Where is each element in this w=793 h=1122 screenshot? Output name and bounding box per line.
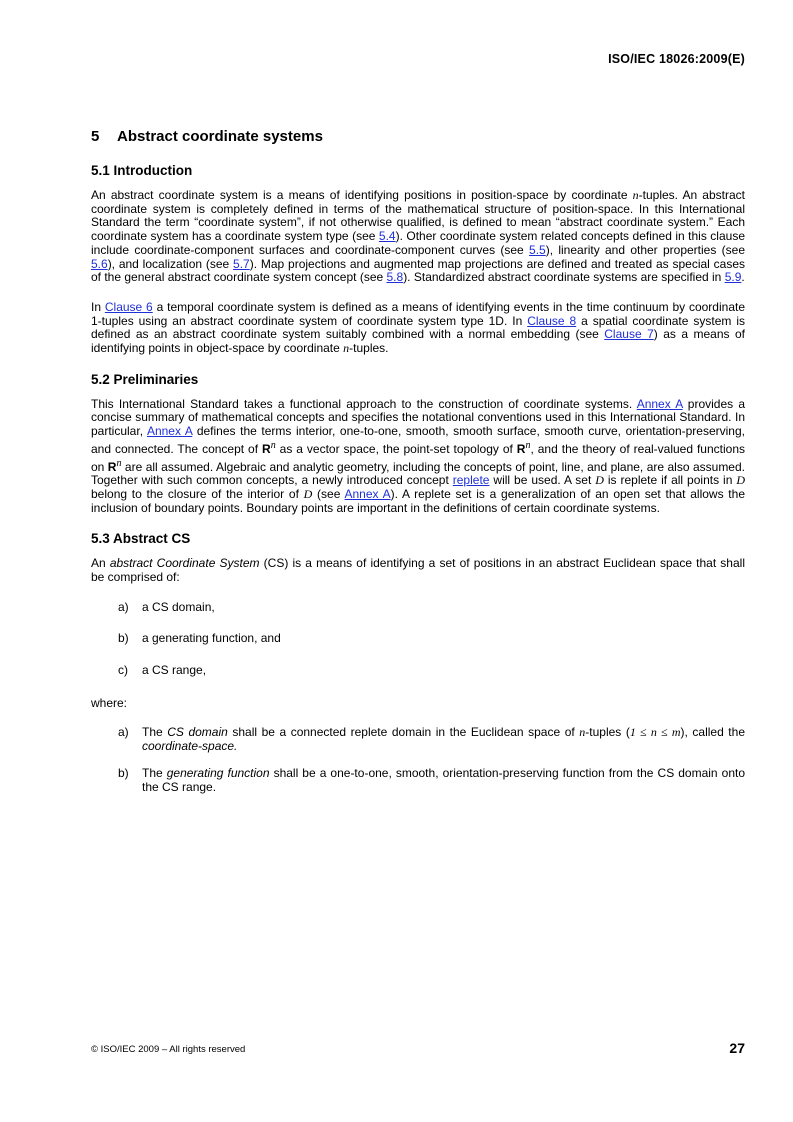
link-annex-a[interactable]: Annex A [146,424,193,439]
section-heading [91,128,745,145]
link-clause-7[interactable]: Clause 7 [604,327,654,342]
list-item: b) a generating function, and [118,631,281,646]
link-5-4[interactable]: 5.4 [378,229,396,244]
page-number: 27 [729,1040,745,1056]
page-content [91,128,745,809]
subsection-heading-5-1: 5.1 Introduction [91,163,193,178]
section-number: 5 [91,128,100,145]
subsection-heading-5-2: 5.2 Preliminaries [91,371,199,387]
link-5-5[interactable]: 5.5 [529,242,546,257]
paragraph-5-2: This International Standard takes a functional approach to the construction of coordinate systems. Annex A provides a concise summary of mathematical concepts and specifies the notational conventions used in this International Standard. In particular, Annex A defines the terms interior, one-to-one, smooth, smooth surface, smooth curve, orientation-preserving, and connected. The concept of $R^n$ as a vector space, the point-set topology of $R^n$, and the theory of real-valued functions on $R^n$ are all assumed. Algebraic and analytic geometry, including the concepts of point, line, and plane, are also assumed. Together with such common concepts, a newly introduced concept replete will be used. A set D is replete if all points in D belong to the closure of the interior of D (see Annex A). A replete set is a generalization of an open set that allows the inclusion of boundary points. Boundary points are important in the definitions of certain coordinate systems. [91,396,746,515]
cs-definitions-list [91,726,745,795]
standard-id-header: ISO/IEC 18026:2009(E) [608,52,745,66]
link-5-8[interactable]: 5.8 [386,270,404,285]
link-5-9[interactable]: 5.9 [724,270,742,285]
list-item: c) a CS range, [118,663,207,678]
link-annex-a[interactable]: Annex A [344,486,391,501]
where-label: where: [91,695,128,710]
paragraph-5-3: An abstract Coordinate System (CS) is a means of identifying a set of positions in an abstract Euclidean space that shall be comprised of: [91,556,745,585]
link-5-7[interactable]: 5.7 [233,256,250,271]
link-replete[interactable]: replete [452,473,490,488]
link-clause-6[interactable]: Clause 6 [104,299,153,314]
subsection-heading-5-3: 5.3 Abstract CS [91,531,191,547]
paragraph-5-1-b: In Clause 6 a temporal coordinate system is defined as a means of identifying events in the time continuum by coordinate 1-tuples using an abstract coordinate system of coordinate system type 1D. In Clause 8 a spatial coordinate system is defined as an abstract coordinate system suitably combined with a normal embedding (see Clause 7) as a means of identifying points in object-space by coordinate n-tuples. [91,299,746,356]
cs-components-list [91,601,745,678]
link-clause-8[interactable]: Clause 8 [527,313,577,328]
section-title: Abstract coordinate systems [117,128,323,145]
copyright-footer: © ISO/IEC 2009 – All rights reserved [91,1044,246,1055]
list-item: a) The CS domain shall be a connected replete domain in the Euclidean space of n-tuples (1 ≤ n ≤ m), called the coordinate-space. [118,724,745,753]
link-annex-a[interactable]: Annex A [636,396,683,411]
list-item: b) The generating function shall be a one-to-one, smooth, orientation-preserving function from the CS domain onto the CS range. [118,766,746,794]
list-item: a) a CS domain, [118,599,215,614]
paragraph-5-1-a: An abstract coordinate system is a means of identifying positions in position-space by coordinate n-tuples. An abstract coordinate system is completely defined in terms of the mathematical structure of position-space. In this International Standard the term “coordinate system”, if not otherwise qualified, is defined to mean “abstract coordinate system.” Each coordinate system has a coordinate system type (see 5.4). Other coordinate system related concepts defined in this clause include coordinate-component surfaces and coordinate-component curves (see 5.5), linearity and other properties (see 5.6), and localization (see 5.7). Map projections and augmented map projections are defined and treated as special cases of the general abstract coordinate system concept (see 5.8). Standardized abstract coordinate systems are specified in 5.9. [91,188,745,285]
link-5-6[interactable]: 5.6 [91,256,108,271]
